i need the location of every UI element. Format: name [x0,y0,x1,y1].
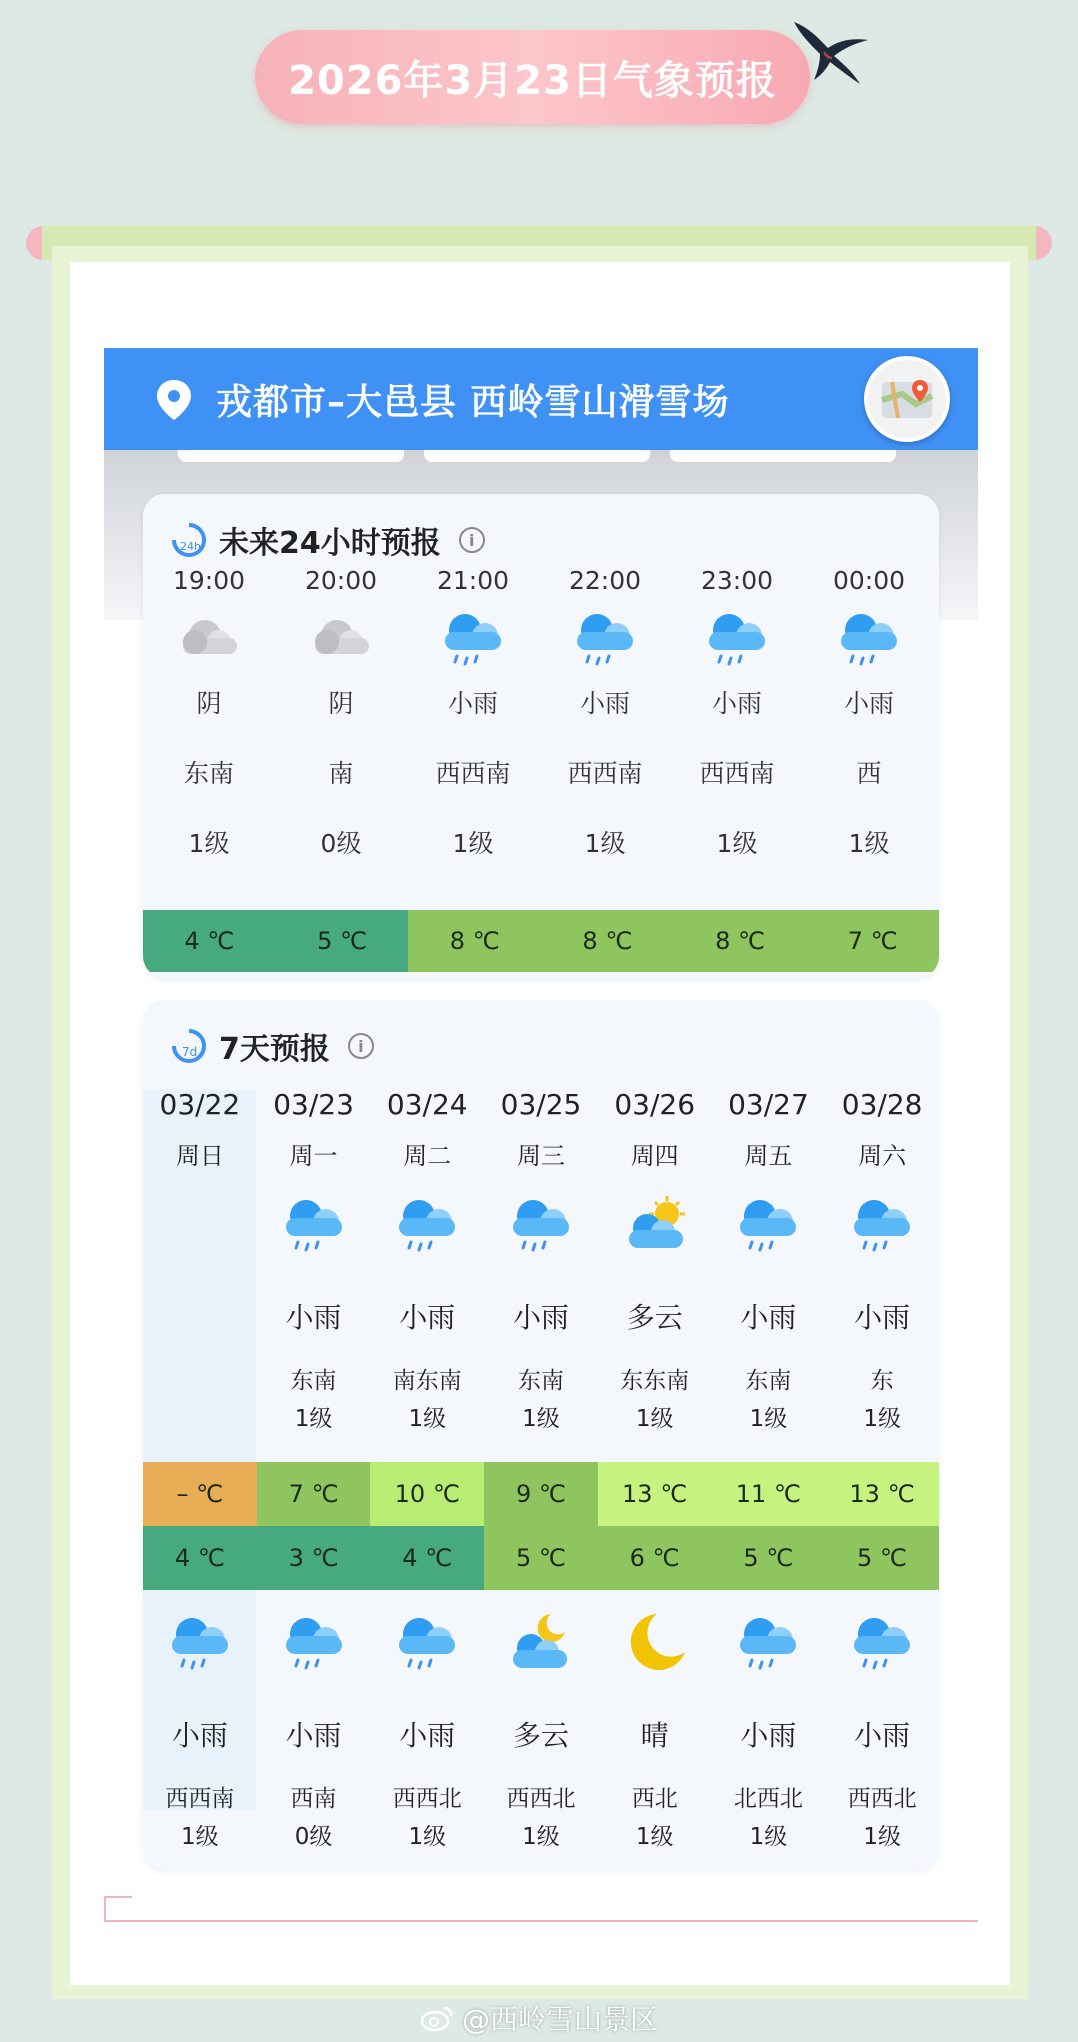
day-weekday: 周三 [516,1142,565,1170]
tab-stub [178,450,404,462]
moon-icon [617,1610,693,1674]
day-weekday: 周一 [289,1142,338,1170]
hour-temperature: 8 ℃ [408,910,541,972]
hour-temperature: 8 ℃ [541,910,674,972]
svg-text:24h: 24h [180,540,201,553]
day-high-temperature: 13 ℃ [825,1462,939,1526]
night-wind-level: 1级 [408,1824,447,1850]
day-low-temperature: 4 ℃ [370,1526,484,1590]
map-icon [868,360,946,438]
hour-time: 19:00 [172,566,246,595]
page-title-banner [255,30,810,124]
day-high-temperature: 7 ℃ [257,1462,371,1526]
day-weather: 小雨 [854,1301,911,1334]
day-high-temperature: 13 ℃ [598,1462,712,1526]
hour-temperature: 7 ℃ [806,910,939,972]
location-pin-icon [154,378,194,422]
tab-stub [670,450,896,462]
light-rain-icon [831,606,907,670]
swallow-icon [790,18,870,88]
light-rain-icon [389,1192,465,1256]
hour-weather: 小雨 [579,689,630,718]
day-low-temperature: 4 ℃ [143,1526,257,1590]
weekly-title: 7天预报 [219,1032,330,1067]
night-wind-level: 1级 [181,1824,219,1850]
day-low-temperature: 5 ℃ [825,1526,939,1590]
hourly-temp-row [143,910,939,972]
light-rain-icon [435,606,511,670]
day-wind-direction: 东南 [745,1368,792,1394]
night-wind-direction: 西西北 [506,1786,576,1812]
night-wind-direction: 北西北 [733,1786,803,1812]
night-wind-direction: 西西南 [165,1786,235,1812]
night-weather: 晴 [640,1719,669,1752]
weekly-forecast-card [143,1000,939,1870]
svg-text:7d: 7d [182,1045,198,1059]
day-wind-direction: 东东南 [620,1368,690,1394]
page-title: 2026年3月23日气象预报 [288,57,777,104]
light-rain-icon [844,1192,920,1256]
low-temp-row [143,1526,939,1590]
location-name: 戎都市–大邑县 西岭雪山滑雪场 [216,382,730,423]
hour-wind-level: 1级 [452,829,494,858]
hour-time: 23:00 [700,566,774,595]
day-weather: 小雨 [740,1301,797,1334]
day-low-temperature: 6 ℃ [598,1526,712,1590]
hour-wind-level: 0级 [320,829,362,858]
day-high-temperature: 11 ℃ [711,1462,825,1526]
today-highlight [143,1090,256,1810]
hour-wind-level: 1级 [584,829,626,858]
hour-temperature: 4 ℃ [143,910,276,972]
night-wind-level: 0级 [294,1824,333,1850]
hour-wind-level: 1级 [848,829,890,858]
day-date: 03/23 [273,1088,354,1121]
hour-weather: 小雨 [711,689,762,718]
high-temp-row [143,1462,939,1526]
hour-time: 21:00 [436,566,510,595]
light-rain-icon [730,1192,806,1256]
day-weekday: 周二 [403,1142,452,1170]
24h-clock-icon [171,522,207,558]
day-weekday: 周六 [858,1142,907,1170]
map-button[interactable] [864,356,950,442]
hour-weather: 小雨 [447,689,498,718]
day-weekday: 周五 [744,1142,793,1170]
day-wind-level: 1级 [749,1406,788,1432]
hourly-title: 未来24小时预报 [219,526,441,561]
night-weather: 小雨 [399,1719,456,1752]
day-wind-level: 1级 [522,1406,560,1432]
info-icon[interactable]: i [348,1033,374,1059]
light-rain-icon [276,1610,352,1674]
cloudy-night-icon [503,1610,579,1674]
weibo-icon [420,2004,454,2032]
day-date: 03/25 [500,1088,582,1121]
night-wind-level: 1级 [522,1824,560,1850]
light-rain-icon [162,1610,238,1674]
night-wind-level: 1级 [749,1824,788,1850]
day-wind-direction: 东 [870,1368,894,1394]
watermark-text: @西岭雪山景区 [462,2003,659,2036]
corner-decoration [104,1896,132,1922]
day-wind-level: 1级 [863,1406,901,1432]
night-wind-level: 1级 [863,1824,901,1850]
night-weather: 小雨 [285,1719,342,1752]
day-high-temperature: 10 ℃ [370,1462,484,1526]
night-wind-direction: 西西北 [392,1786,462,1812]
day-weather: 小雨 [512,1301,569,1334]
day-wind-level: 1级 [635,1406,674,1432]
day-wind-direction: 东南 [290,1368,337,1394]
hour-time: 20:00 [304,566,378,595]
day-wind-level: 1级 [408,1406,447,1432]
watermark [420,1998,658,2038]
hour-temperature: 8 ℃ [674,910,807,972]
light-rain-icon [699,606,775,670]
hour-weather: 小雨 [843,689,894,718]
day-high-temperature: – ℃ [143,1462,257,1526]
hour-wind-direction: 西 [856,759,882,788]
day-date: 03/27 [728,1088,809,1121]
night-weather: 小雨 [740,1719,797,1752]
day-date: 03/28 [841,1088,923,1121]
day-wind-direction: 东南 [517,1368,564,1394]
day-date: 03/24 [386,1088,468,1121]
night-wind-direction: 西西北 [847,1786,917,1812]
cloudy-icon [171,606,247,670]
night-wind-direction: 西北 [631,1786,678,1812]
hour-temperature: 5 ℃ [276,910,409,972]
7d-clock-icon [171,1028,207,1064]
hour-time: 00:00 [832,566,906,595]
tab-stub [424,450,650,462]
night-weather: 多云 [512,1719,569,1752]
bottom-divider [104,1920,978,1922]
hour-wind-direction: 西西南 [435,759,511,788]
day-weekday: 周日 [175,1142,224,1170]
light-rain-icon [567,606,643,670]
light-rain-icon [389,1610,465,1674]
night-wind-level: 1级 [635,1824,674,1850]
hour-wind-level: 1级 [716,829,758,858]
night-wind-direction: 西南 [290,1786,337,1812]
hour-weather: 阴 [196,689,222,718]
day-low-temperature: 5 ℃ [484,1526,598,1590]
partly-cloudy-icon [617,1192,693,1256]
info-icon[interactable]: i [459,527,485,553]
day-weekday: 周四 [630,1142,679,1170]
day-date: 03/22 [159,1088,241,1121]
day-low-temperature: 3 ℃ [257,1526,371,1590]
light-rain-icon [730,1610,806,1674]
day-low-temperature: 5 ℃ [711,1526,825,1590]
light-rain-icon [276,1192,352,1256]
hour-wind-direction: 南 [328,759,354,788]
night-weather: 小雨 [854,1719,911,1752]
day-wind-level: 1级 [294,1406,333,1432]
hour-wind-direction: 西西南 [699,759,775,788]
hour-wind-direction: 东南 [183,759,234,788]
hour-wind-level: 1级 [188,829,230,858]
light-rain-icon [844,1610,920,1674]
light-rain-icon [503,1192,579,1256]
location-bar[interactable] [104,348,978,450]
day-weather: 小雨 [399,1301,456,1334]
night-weather: 小雨 [171,1719,228,1752]
day-wind-direction: 南东南 [392,1368,462,1394]
cloudy-icon [303,606,379,670]
day-weather: 小雨 [285,1301,342,1334]
hour-time: 22:00 [568,566,642,595]
hourly-forecast-card [143,494,939,978]
hour-weather: 阴 [328,689,354,718]
day-weather: 多云 [626,1301,683,1334]
day-date: 03/26 [614,1088,696,1121]
hour-wind-direction: 西西南 [567,759,643,788]
day-high-temperature: 9 ℃ [484,1462,598,1526]
